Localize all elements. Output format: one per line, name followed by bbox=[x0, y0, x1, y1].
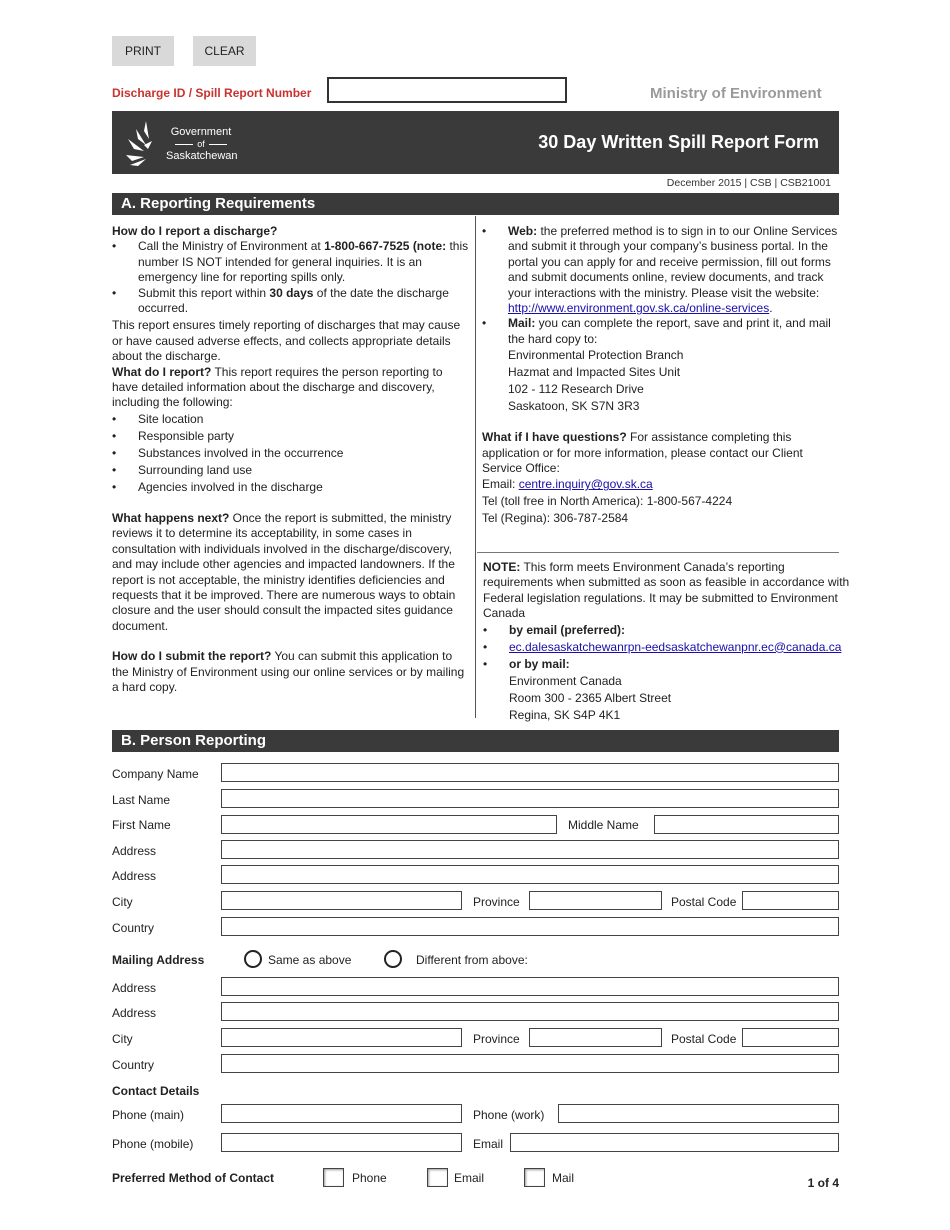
last-name-label: Last Name bbox=[112, 793, 171, 807]
address-label: Address bbox=[112, 844, 157, 858]
phone-main-input[interactable] bbox=[221, 1104, 462, 1123]
phone-option-label: Phone bbox=[352, 1171, 387, 1185]
q-what-report: What do I report? This report requires the person reporting to have detailed information about the discharge and discovery, including the following: bbox=[112, 364, 443, 410]
country-input[interactable] bbox=[221, 917, 839, 936]
section-a-header: A. Reporting Requirements bbox=[112, 193, 839, 215]
contact-details-label: Contact Details bbox=[112, 1084, 200, 1098]
saskatchewan-logo-icon bbox=[124, 119, 160, 167]
mailing-postal-code-label: Postal Code bbox=[671, 1032, 737, 1046]
phone-main-label: Phone (main) bbox=[112, 1108, 185, 1122]
postal-code-label: Postal Code bbox=[671, 895, 737, 909]
note-block bbox=[483, 560, 853, 724]
contact-tel-regina: Tel (Regina): 306-787-2584 bbox=[482, 511, 629, 526]
gov-wordmark: Government of Saskatchewan bbox=[166, 126, 238, 162]
phone-checkbox[interactable] bbox=[323, 1168, 344, 1187]
discharge-id-input[interactable] bbox=[327, 77, 567, 103]
province-label: Province bbox=[473, 895, 520, 909]
print-button[interactable]: PRINT bbox=[112, 36, 174, 66]
form-title: 30 Day Written Spill Report Form bbox=[538, 132, 819, 152]
middle-name-input[interactable] bbox=[654, 815, 839, 834]
list-item: • or by mail: Environment Canada Room 300 - 2365 Albert Street Regina, SK S4P 4K1 bbox=[483, 656, 853, 724]
email-input[interactable] bbox=[510, 1133, 839, 1152]
mailing-address-line1-label: Address bbox=[112, 981, 157, 995]
same-as-above-label: Same as above bbox=[268, 953, 352, 967]
address-line1-input[interactable] bbox=[221, 840, 839, 859]
list-item: • by email (preferred): bbox=[483, 622, 853, 639]
mailing-city-input[interactable] bbox=[221, 1028, 462, 1047]
different-from-above-radio[interactable] bbox=[384, 950, 402, 968]
phone-mobile-label: Phone (mobile) bbox=[112, 1137, 194, 1151]
first-name-input[interactable] bbox=[221, 815, 557, 834]
q-how-submit: How do I submit the report? You can submit this application to the Ministry of Environment using our online services or by mailing a hard copy. bbox=[112, 649, 465, 694]
section-b-header: B. Person Reporting bbox=[112, 730, 839, 752]
clear-button[interactable]: CLEAR bbox=[193, 36, 256, 66]
company-name-label: Company Name bbox=[112, 767, 199, 781]
company-name-input[interactable] bbox=[221, 763, 839, 782]
preferred-contact-label: Preferred Method of Contact bbox=[112, 1171, 275, 1185]
phone-mobile-input[interactable] bbox=[221, 1133, 462, 1152]
middle-name-label: Middle Name bbox=[568, 818, 639, 832]
email-checkbox[interactable] bbox=[427, 1168, 448, 1187]
paragraph: This report ensures timely reporting of discharges that may cause or have caused adverse effects, and collects appropriate details about the discharge. bbox=[112, 318, 461, 364]
list-item: • Submit this report within 30 days of the date the discharge occurred. bbox=[112, 286, 470, 317]
mailing-country-label: Country bbox=[112, 1058, 155, 1072]
section-a-left-column bbox=[112, 224, 470, 695]
address-label: Address bbox=[112, 869, 157, 883]
mailing-address-line2-label: Address bbox=[112, 1006, 157, 1020]
q-questions: What if I have questions? For assistance completing this application or for more information, please contact our Client Service Office: bbox=[482, 430, 803, 476]
address-line2-input[interactable] bbox=[221, 865, 839, 884]
city-label: City bbox=[112, 895, 133, 909]
mailing-province-label: Province bbox=[473, 1032, 520, 1046]
list-item: • Surrounding land use bbox=[112, 462, 470, 479]
online-services-link[interactable]: http://www.environment.gov.sk.ca/online-services bbox=[508, 301, 770, 316]
country-label: Country bbox=[112, 921, 155, 935]
section-a-right-column bbox=[482, 224, 842, 527]
list-item: • Call the Ministry of Environment at 1-800-667-7525 (note: this number IS NOT intended for general inquiries. It is an emergency line for reporting spills only. bbox=[112, 239, 470, 285]
province-input[interactable] bbox=[529, 891, 662, 910]
list-item: • Substances involved in the occurrence bbox=[112, 445, 470, 462]
city-input[interactable] bbox=[221, 891, 462, 910]
ministry-name: Ministry of Environment bbox=[650, 85, 822, 102]
contact-tel-tollfree: Tel (toll free in North America): 1-800-567-4224 bbox=[482, 494, 733, 509]
list-item: • Site location bbox=[112, 411, 470, 428]
page-number: 1 of 4 bbox=[807, 1176, 839, 1190]
note-text: NOTE: This form meets Environment Canada’s reporting requirements when submitted as soon as feasible in accordance with Federal legislation regulations. It may be submitted to Environment Canada bbox=[483, 560, 850, 621]
q-how-report: How do I report a discharge? bbox=[112, 224, 278, 238]
q-what-next: What happens next? Once the report is submitted, the ministry reviews it to determine its acceptability, in some cases in consultation with individuals involved in the discharge/discovery, and may include other agencies and impacted landowners. If the report is not acceptable, the ministry identifies deficiencies and requests that it be improved. There are numerous ways to obtain closure and the user should consult the impacted sites guidance document. bbox=[112, 510, 456, 633]
note-divider bbox=[477, 552, 839, 553]
list-item bbox=[483, 639, 853, 656]
different-from-above-label: Different from above: bbox=[416, 953, 528, 967]
list-item: • Web: the preferred method is to sign in to our Online Services and submit it through your company’s business portal. In the portal you can apply for and receive permission, fill out forms and submit documents online, review documents, and track your interactions with the ministry. Please visit the website: http://www.environment.gov.sk.ca/online-services. bbox=[482, 224, 842, 316]
ec-email-link[interactable]: ec.dalesaskatchewanrpn-eedsaskatchewanpnr.ec@canada.ca bbox=[509, 639, 842, 654]
first-name-label: First Name bbox=[112, 818, 171, 832]
list-item: • Mail: you can complete the report, save and print it, and mail the hard copy to: Environmental Protection Branch Hazmat and Impacted Sites Unit 102 - 112 Research Drive Saskatoon, SK S7N 3R3 bbox=[482, 316, 842, 415]
phone-work-label: Phone (work) bbox=[473, 1108, 545, 1122]
form-meta: December 2015 | CSB | CSB21001 bbox=[666, 177, 831, 189]
email-option-label: Email bbox=[454, 1171, 485, 1185]
same-as-above-radio[interactable] bbox=[244, 950, 262, 968]
list-item: • Responsible party bbox=[112, 428, 470, 445]
column-divider bbox=[475, 216, 476, 718]
mailing-country-input[interactable] bbox=[221, 1054, 839, 1073]
mailing-address-line2-input[interactable] bbox=[221, 1002, 839, 1021]
centre-inquiry-email-link[interactable]: centre.inquiry@gov.sk.ca bbox=[518, 477, 653, 492]
discharge-id-label: Discharge ID / Spill Report Number bbox=[112, 86, 312, 100]
mailing-postal-code-input[interactable] bbox=[742, 1028, 839, 1047]
mailing-address-label: Mailing Address bbox=[112, 953, 205, 967]
title-banner bbox=[112, 111, 839, 174]
email-label: Email bbox=[473, 1137, 504, 1151]
phone-work-input[interactable] bbox=[558, 1104, 839, 1123]
mail-checkbox[interactable] bbox=[524, 1168, 545, 1187]
mail-option-label: Mail bbox=[552, 1171, 575, 1185]
contact-email: Email: centre.inquiry@gov.sk.ca bbox=[482, 477, 653, 492]
mailing-province-input[interactable] bbox=[529, 1028, 662, 1047]
mailing-address-line1-input[interactable] bbox=[221, 977, 839, 996]
list-item: • Agencies involved in the discharge bbox=[112, 479, 470, 496]
mailing-city-label: City bbox=[112, 1032, 133, 1046]
postal-code-input[interactable] bbox=[742, 891, 839, 910]
last-name-input[interactable] bbox=[221, 789, 839, 808]
